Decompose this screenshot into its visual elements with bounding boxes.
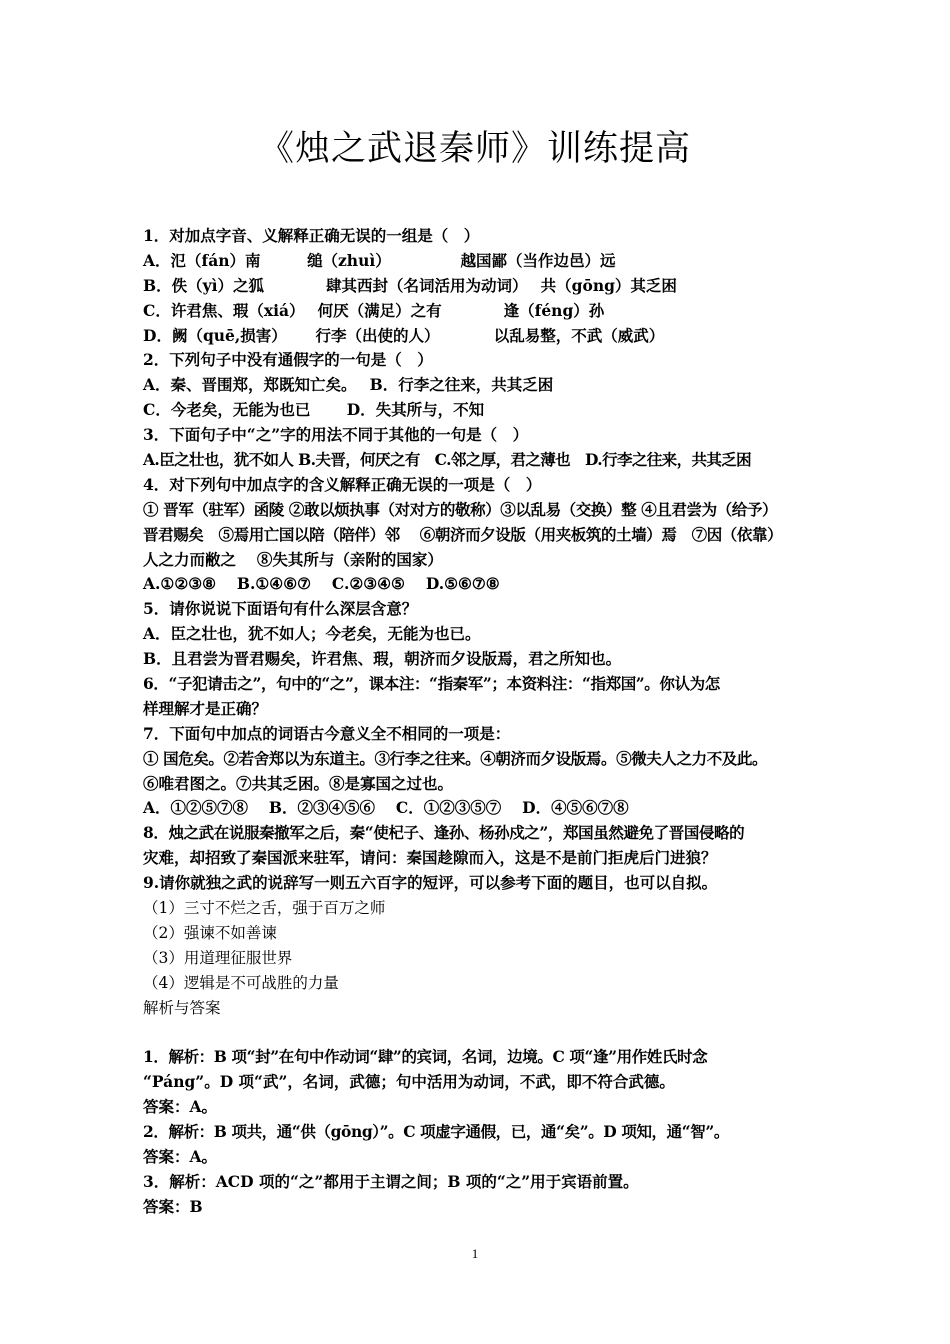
document-body [143, 224, 813, 1220]
question-4-text-line-2: 晋君赐矣 ⑤焉用亡国以陪（陪伴）邻 ⑥朝济而夕设版（用夹板筑的土墙）焉 ⑦因（依靠） [143, 524, 783, 544]
question-1-option-b: B．佚（yì）之狐 肆其西封（名词活用为动词） 共（gōng）其乏困 [143, 275, 677, 295]
question-9-topic-2: （2）强谏不如善谏 [143, 923, 277, 942]
question-1-option-a: A．氾（fán）南 缒（zhuì） 越国鄙（当作边邑）远 [143, 250, 616, 270]
answer-2: 答案：A。 [143, 1146, 218, 1166]
question-7-text-line-2: ⑥唯君图之。⑦共其乏困。⑧是寡国之过也。 [143, 773, 454, 793]
question-5-sentence-b: B．且君尝为晋君赐矣，许君焦、瑕，朝济而夕设版焉，君之所知也。 [143, 649, 622, 669]
question-8-line-1: 8．烛之武在说服秦撤军之后，秦“使杞子、逢孙、杨孙戍之”，郑国虽然避免了晋国侵略的 [143, 823, 745, 843]
page-title: 《烛之武退秦师》训练提高 [258, 129, 691, 169]
answer-2-analysis: 2．解析：B 项共，通“供（gōng）”。C 项虚字通假，已，通“矣”。D 项知，通“智”。 [143, 1122, 729, 1142]
question-9-topic-3: （3）用道理征服世界 [143, 948, 293, 967]
blank-line [143, 1021, 813, 1046]
question-7: 7．下面句中加点的词语古今意义全不相同的一项是： [143, 723, 511, 743]
question-9-topic-1: （1）三寸不烂之舌，强于百万之师 [143, 899, 386, 918]
question-7-text-line-1: ① 国危矣。②若舍郑以为东道主。③行李之往来。④朝济而夕设版焉。⑤微夫人之力不及此。 [143, 748, 768, 768]
question-4-text-line-1: ① 晋军（驻军）函陵 ②敢以烦执事（对对方的敬称）③以乱易（交换）整 ④且君尝为（给予） [143, 499, 778, 519]
question-5-sentence-a: A．臣之壮也，犹不如人；今老矣，无能为也已。 [143, 624, 481, 644]
question-4: 4．对下列句中加点字的含义解释正确无误的一项是（ ） [143, 474, 542, 494]
question-4-options: A.①②③⑧ B.①④⑥⑦ C.②③④⑤ D.⑤⑥⑦⑧ [143, 574, 500, 594]
answer-1: 答案：A。 [143, 1097, 218, 1117]
answer-1-analysis-line-1: 1．解析：B 项“封”在句中作动词“肆”的宾词，名词，边境。C 项“逢”用作姓氏时念 [143, 1047, 708, 1067]
question-9: 9.请你就独之武的说辞写一则五六百字的短评，可以参考下面的题目，也可以自拟。 [143, 873, 718, 893]
question-1-option-c: C．许君焦、瑕（xiá） 何厌（满足）之有 逢（féng）孙 [143, 300, 605, 320]
question-2: 2．下列句子中没有通假字的一句是（ ） [143, 350, 433, 370]
answers-heading: 解析与答案 [143, 998, 221, 1017]
question-8-line-2: 灾难，却招致了秦国派来驻军，请问：秦国趁隙而入，这是不是前门拒虎后门进狼？ [143, 848, 717, 868]
question-2-options-cd: C．今老矣，无能为也已 D．失其所与，不知 [143, 400, 485, 420]
question-5: 5．请你说说下面语句有什么深层含意？ [143, 599, 418, 619]
answer-1-analysis-line-2: “Páng”。D 项“武”，名词，武德；句中活用为动词，不武，即不符合武德。 [143, 1072, 675, 1092]
question-2-options-ab: A．秦、晋围郑，郑既知亡矣。 B．行李之往来，共其乏困 [143, 375, 554, 395]
question-1-option-d: D．阙（quē,损害） 行李（出使的人） 以乱易整，不武（威武） [143, 325, 665, 345]
question-3-options: A.臣之壮也，犹不如人 B.夫晋，何厌之有 C.邻之厚，君之薄也 D.行李之往来，共其乏困 [143, 450, 752, 470]
answer-3: 答案：B [143, 1196, 203, 1216]
question-7-options: A．①②⑤⑦⑧ B．②③④⑤⑥ C．①②③⑤⑦ D．④⑤⑥⑦⑧ [143, 798, 629, 818]
question-9-topic-4: （4）逻辑是不可战胜的力量 [143, 973, 339, 992]
question-1: 1．对加点字音、义解释正确无误的一组是（ ） [143, 226, 480, 245]
question-6-line-1: 6．“子犯请击之”，句中的“之”，课本注：“指秦军”；本资料注：“指郑国”。你认为怎 [143, 674, 720, 694]
question-6-line-2: 样理解才是正确？ [143, 698, 268, 718]
question-3: 3．下面句子中“之”字的用法不同于其他的一句是（ ） [143, 425, 529, 445]
question-4-text-line-3: 人之力而敝之 ⑧失其所与（亲附的国家） [143, 549, 443, 569]
answer-3-analysis: 3．解析：ACD 项的“之”都用于主谓之间；B 项的“之”用于宾语前置。 [143, 1171, 639, 1191]
page-number: 1 [471, 1246, 479, 1261]
